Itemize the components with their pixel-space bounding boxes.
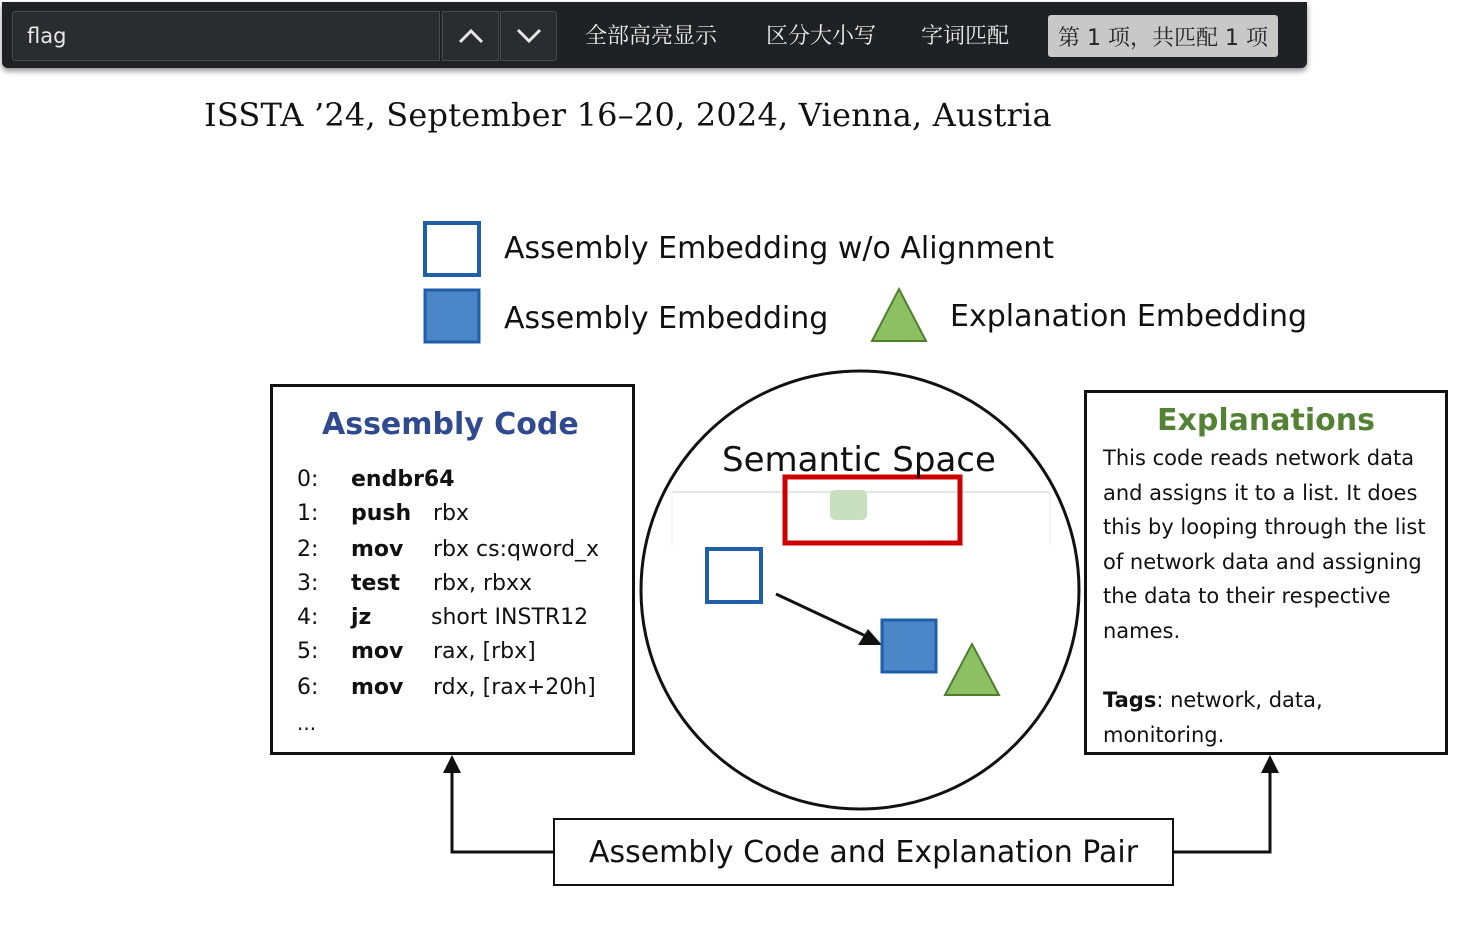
line-operands: rbx cs:qword_x [433,537,600,562]
semantic-space-title: Semantic Space [722,440,996,480]
line-index: 2: [297,537,319,562]
unaligned-embedding-square-icon [707,549,761,602]
line-opcode: endbr64 [351,467,455,492]
legend-explanation-label: Explanation Embedding [950,299,1308,334]
tags-label: Tags [1103,688,1157,712]
whole-words-toggle[interactable]: 字词匹配 [921,24,1010,49]
line-opcode: push [351,501,412,526]
line-opcode: mov [351,537,404,562]
pair-label: Assembly Code and Explanation Pair [588,834,1139,870]
match-case-toggle[interactable]: 区分大小写 [766,24,877,49]
line-operands: rbx [433,501,470,526]
line-operands: rax, [rbx] [433,639,536,664]
legend-explanation-triangle-icon [872,289,926,341]
find-result-count: 第 1 项，共匹配 1 项 [1048,15,1278,57]
line-index: 4: [297,605,319,630]
pair-to-explanation-connector [1174,770,1270,852]
line-opcode: test [351,571,401,596]
line-operands: rdx, [rax+20h] [433,675,596,700]
tags-value: : network, data, monitoring. [1103,688,1323,747]
line-index: 1: [297,501,319,526]
line-index: 6: [297,675,319,700]
explanations-title: Explanations [1157,403,1375,438]
explanations-body: This code reads network data and assigns it to a list. It does this by looping through the list of network data and assigning the data to their respective names. [1103,446,1426,643]
assembly-code-title: Assembly Code [322,407,579,442]
explanations-box [1084,390,1448,755]
line-opcode: jz [351,605,372,630]
pair-to-assembly-arrowhead-icon [443,755,461,773]
legend-unaligned-label: Assembly Embedding w/o Alignment [504,231,1055,266]
line-operands: rbx, rbxx [433,571,533,596]
page-header: ISSTA ’24, September 16–20, 2024, Vienna, Austria [204,96,1052,134]
legend-assembly-label: Assembly Embedding [504,301,829,336]
line-opcode: mov [351,639,404,664]
legend-assembly-square-icon [425,290,479,342]
line-opcode: mov [351,675,404,700]
highlight-all-toggle[interactable]: 全部高亮显示 [585,24,718,49]
line-index: 0: [297,467,319,492]
pair-to-assembly-connector [452,770,553,852]
faded-embedding-marker [830,490,867,520]
assembly-code-box [270,384,635,755]
assembly-embedding-square-icon [882,620,936,672]
pair-box [553,818,1174,886]
line-operands: short INSTR12 [431,605,589,630]
legend-unaligned-square-icon [425,223,479,275]
line-index: 3: [297,571,319,596]
explanations-tags [1103,683,1439,752]
pair-to-explanation-arrowhead-icon [1261,755,1279,773]
assembly-ellipsis: ... [297,711,317,735]
line-index: 5: [297,639,319,664]
